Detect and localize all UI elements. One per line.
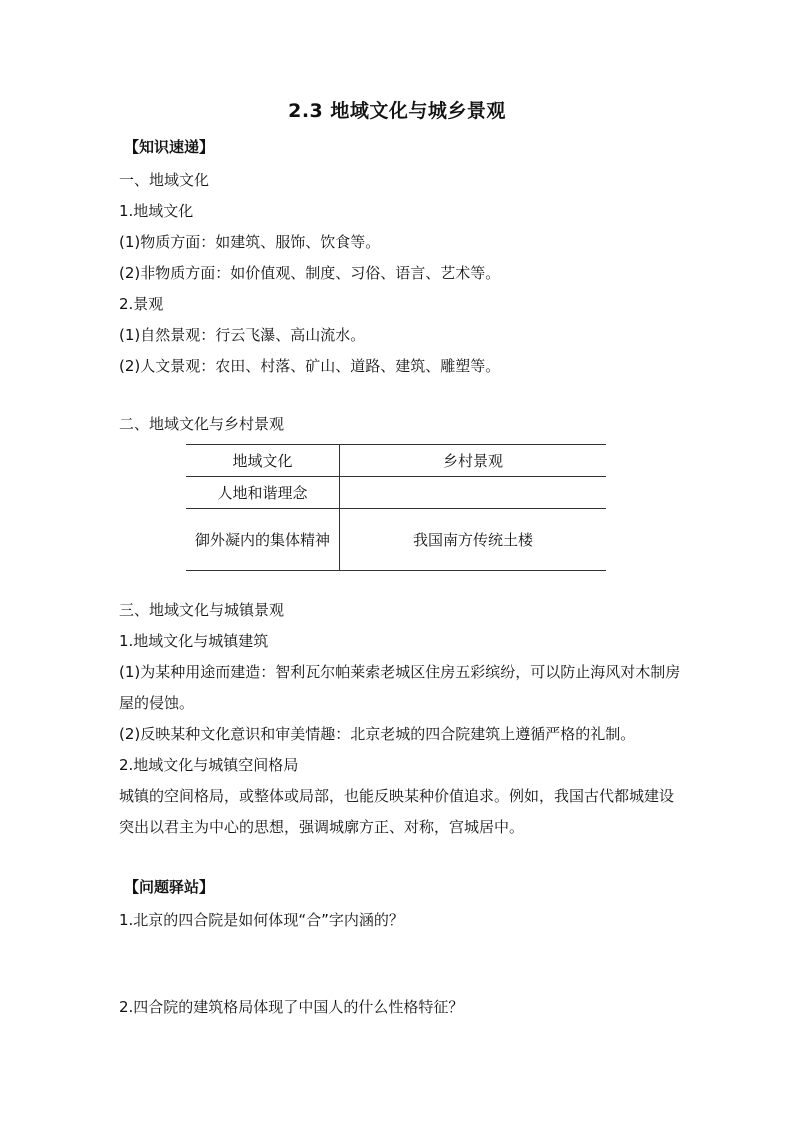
s3-sub-1: 1.地域文化与城镇建筑 bbox=[119, 632, 269, 650]
s1-sub-1: 1.地域文化 bbox=[119, 202, 194, 220]
s3-sub-2: 2.地域文化与城镇空间格局 bbox=[119, 756, 299, 774]
table-header-cell: 地域文化 bbox=[186, 445, 340, 477]
question-1: 1.北京的四合院是如何体现“合”字内涵的？ bbox=[119, 911, 404, 929]
section-2-heading: 二、地域文化与乡村景观 bbox=[119, 415, 285, 433]
table-cell: 我国南方传统土楼 bbox=[340, 509, 607, 571]
table-cell bbox=[340, 477, 607, 509]
s1-item-1: (1)物质方面：如建筑、服饰、饮食等。 bbox=[119, 233, 381, 251]
table-row bbox=[186, 477, 606, 509]
page-title: 2.3 地域文化与城乡景观 bbox=[288, 100, 506, 122]
table-header-cell: 乡村景观 bbox=[340, 445, 607, 477]
section-knowledge-heading: 【知识速递】 bbox=[124, 138, 215, 156]
s3-paragraph: 城镇的空间格局，或整体或局部，也能反映某种价值追求。例如，我国古代都城建设突出以君主为中心的思想，强调城廓方正、对称，宫城居中。 bbox=[119, 787, 675, 836]
s1-item-3: (1)自然景观：行云飞瀑、高山流水。 bbox=[119, 326, 366, 344]
section-1-heading: 一、地域文化 bbox=[119, 171, 210, 189]
section-questions-heading: 【问题驿站】 bbox=[124, 878, 215, 896]
culture-landscape-table bbox=[186, 444, 606, 571]
s3-item-1: (1)为某种用途而建造：智利瓦尔帕莱索老城区住房五彩缤纷，可以防止海风对木制房屋的侵蚀。 bbox=[119, 663, 681, 712]
table-cell: 人地和谐理念 bbox=[186, 477, 340, 509]
s1-sub-2: 2.景观 bbox=[119, 295, 164, 313]
section-3-heading: 三、地域文化与城镇景观 bbox=[119, 601, 285, 619]
question-2: 2.四合院的建筑格局体现了中国人的什么性格特征？ bbox=[119, 998, 464, 1016]
s3-item-2: (2)反映某种文化意识和审美情趣：北京老城的四合院建筑上遵循严格的礼制。 bbox=[119, 725, 636, 743]
s1-item-4: (2)人文景观：农田、村落、矿山、道路、建筑、雕塑等。 bbox=[119, 357, 501, 375]
s1-item-2: (2)非物质方面：如价值观、制度、习俗、语言、艺术等。 bbox=[119, 264, 501, 282]
table-row bbox=[186, 509, 606, 571]
table-cell: 御外凝内的集体精神 bbox=[186, 509, 340, 571]
table-header-row bbox=[186, 445, 606, 477]
